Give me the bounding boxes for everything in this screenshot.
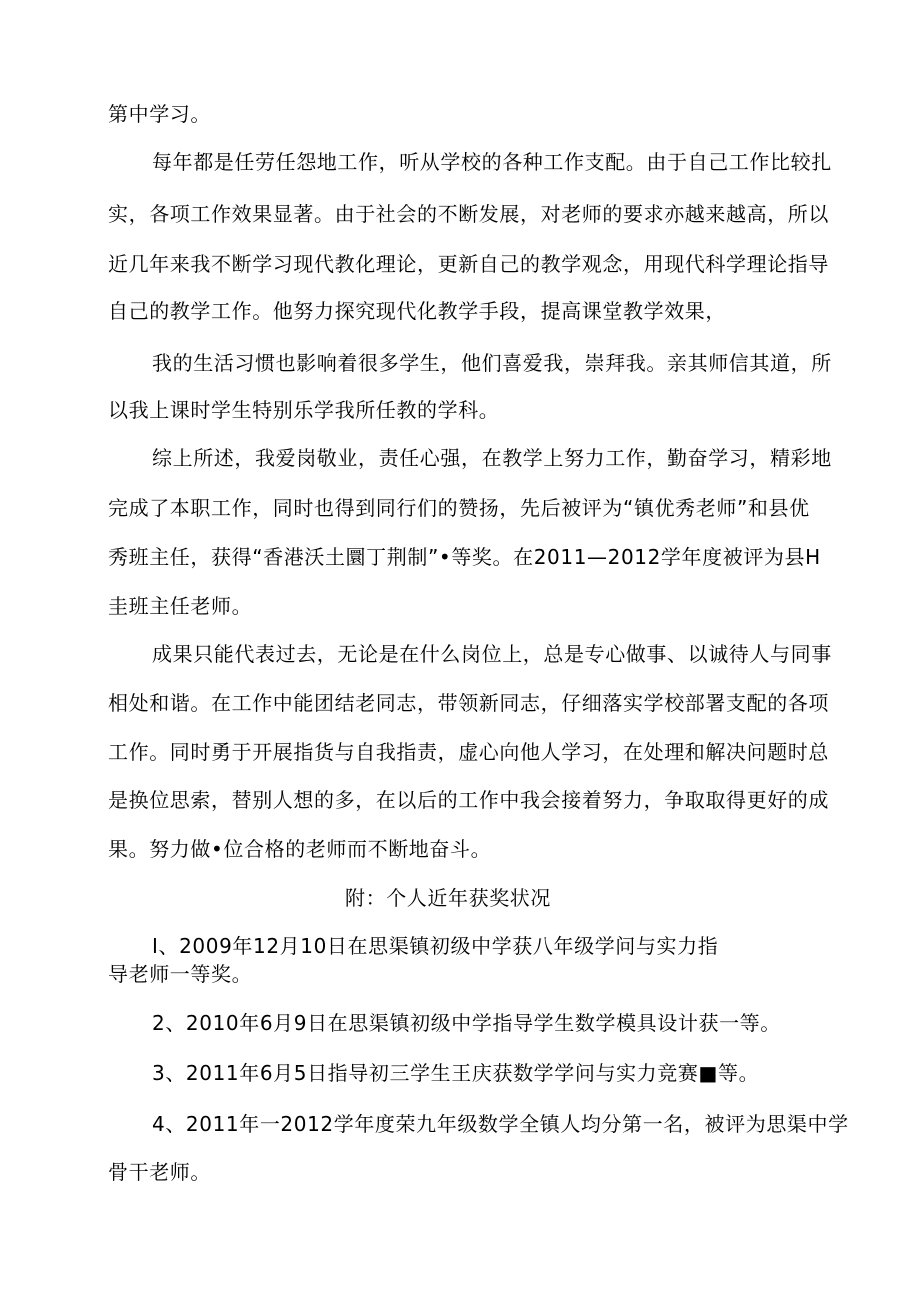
- paragraph-line: 工作。同时勇于开展指货与自我指责，虚心向他人学习，在处理和解决问题时总: [108, 740, 829, 764]
- award-item: 骨干老师。: [108, 1160, 211, 1184]
- paragraph-line: 相处和谐。在工作中能团结老同志，带领新同志，仔细落实学校部署支配的各项: [108, 691, 829, 715]
- award-item: 导老师一等奖。: [108, 962, 253, 986]
- award-item: I、2009年12月10日在思渠镇初级中学获八年级学问与实力指: [152, 934, 719, 958]
- paragraph-line: 我的生活习惯也影响着很多学生，他们喜爱我，崇拜我。亲其师信其道，所: [152, 351, 832, 375]
- paragraph-line: 第中学习。: [108, 102, 211, 126]
- paragraph-line: 是换位思索，替别人想的多，在以后的工作中我会接着努力，争取取得更好的成: [108, 788, 829, 812]
- award-item: 4、2011年一2012学年度荣九年级数学全镇人均分第一名，被评为思渠中学: [152, 1112, 849, 1136]
- paragraph-line: 圭班主任老师。: [108, 594, 253, 618]
- paragraph-line: 完成了本职工作，同时也得到同行们的赞扬，先后被评为“镇优秀老师”和县优: [108, 496, 810, 520]
- paragraph-line: 成果只能代表过去，无论是在什么岗位上，总是专心做事、以诚待人与同事: [152, 642, 832, 666]
- award-item: 3、2011年6月5日指导初三学生王庆获数学学问与实力竞赛■等。: [152, 1061, 760, 1085]
- appendix-title: 附：个人近年获奖状况: [345, 886, 551, 910]
- award-item: 2、2010年6月9日在思渠镇初级中学指导学生数学模具设计获一等。: [152, 1011, 781, 1035]
- paragraph-line: 实，各项工作效果显著。由于社会的不断发展，对老师的要求亦越来越高，所以: [108, 202, 829, 226]
- paragraph-line: 秀班主任，获得“香港沃土圜丁荆制”•等奖。在2011—2012学年度被评为县H: [108, 545, 821, 569]
- paragraph-line: 综上所述，我爱岗敬业，责任心强，在教学上努力工作，勤奋学习，精彩地: [152, 446, 832, 470]
- paragraph-line: 自己的教学工作。他努力探究现代化教学手段，提高课堂教学效果，: [108, 299, 726, 323]
- paragraph-line: 以我上课时学生特别乐学我所任教的学科。: [108, 398, 500, 422]
- paragraph-line: 每年都是任劳任怨地工作，听从学校的各种工作支配。由于自己工作比较扎: [152, 150, 832, 174]
- paragraph-line: 近几年来我不断学习现代教化理论，更新自己的教学观念，用现代科学理论指导: [108, 252, 829, 276]
- paragraph-line: 果。努力做•位合格的老师而不断地奋斗。: [108, 837, 492, 861]
